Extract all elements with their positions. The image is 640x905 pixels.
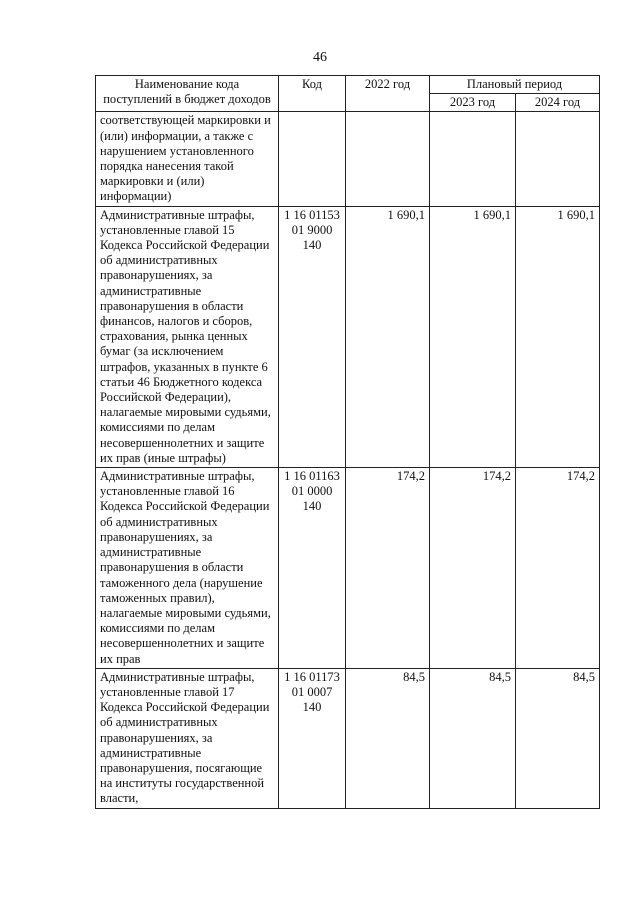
row-2024: 84,5 xyxy=(516,668,600,808)
table-row xyxy=(96,112,600,206)
revenue-table xyxy=(95,75,600,809)
row-name: Административные штрафы, установленные главой 15 Кодекса Российской Федерации об административных правонарушениях, за административные правонарушения в области финансов, налогов и сборов, страхования, рынка ценных бумаг (за исключением штрафов, указанных в пункте 6 статьи 46 Бюджетного кодекса Российской Федерации), налагаемые мировыми судьями, комиссиями по делам несовершеннолетних и защите их прав (иные штрафы) xyxy=(96,206,279,467)
table-row xyxy=(96,668,600,808)
table-row xyxy=(96,206,600,467)
row-2022 xyxy=(346,112,430,206)
row-name: соответствующей маркировки и (или) информации, а также с нарушением установленного порядка нанесения такой маркировки и (или) информации) xyxy=(96,112,279,206)
row-2022: 174,2 xyxy=(346,468,430,669)
header-name: Наименование кода поступлений в бюджет доходов xyxy=(96,76,279,112)
table-row xyxy=(96,468,600,669)
row-2024: 1 690,1 xyxy=(516,206,600,467)
row-2024 xyxy=(516,112,600,206)
row-code: 1 16 01163 01 0000 140 xyxy=(279,468,346,669)
row-2023: 1 690,1 xyxy=(430,206,516,467)
row-code: 1 16 01173 01 0007 140 xyxy=(279,668,346,808)
row-2023: 174,2 xyxy=(430,468,516,669)
row-2024: 174,2 xyxy=(516,468,600,669)
row-2022: 84,5 xyxy=(346,668,430,808)
header-code: Код xyxy=(279,76,346,112)
header-2023: 2023 год xyxy=(430,94,516,112)
row-name: Административные штрафы, установленные главой 17 Кодекса Российской Федерации об административных правонарушениях, за административные правонарушения, посягающие на институты государственной власти, xyxy=(96,668,279,808)
row-2023: 84,5 xyxy=(430,668,516,808)
row-2023 xyxy=(430,112,516,206)
row-2022: 1 690,1 xyxy=(346,206,430,467)
header-planning-period: Плановый период xyxy=(430,76,600,94)
row-name: Административные штрафы, установленные главой 16 Кодекса Российской Федерации об административных правонарушениях, за административные правонарушения в области таможенного дела (нарушение таможенных правил), налагаемые мировыми судьями, комиссиями по делам несовершеннолетних и защите их прав xyxy=(96,468,279,669)
row-code xyxy=(279,112,346,206)
header-2024: 2024 год xyxy=(516,94,600,112)
row-code: 1 16 01153 01 9000 140 xyxy=(279,206,346,467)
header-2022: 2022 год xyxy=(346,76,430,112)
page-number: 46 xyxy=(313,50,327,65)
